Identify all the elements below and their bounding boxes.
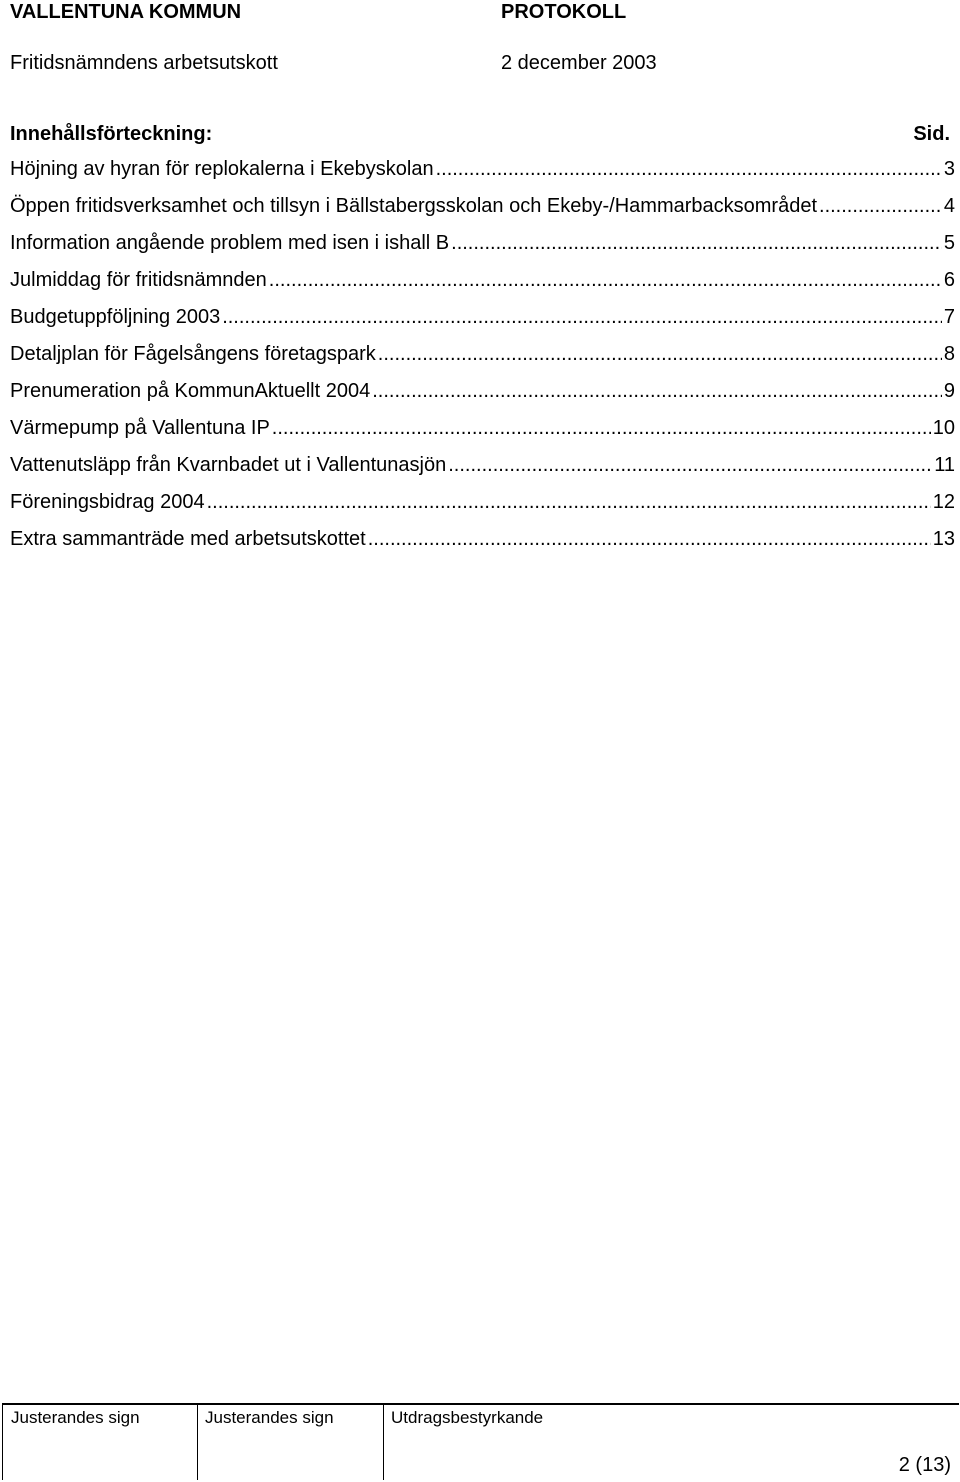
toc-entry[interactable] — [10, 342, 955, 379]
toc-entry-page: 12 — [932, 491, 955, 513]
toc-entry-page: 6 — [943, 269, 955, 291]
toc-entry-page: 7 — [943, 306, 955, 328]
document-type: PROTOKOLL — [501, 1, 627, 23]
toc-entry-page: 5 — [943, 232, 955, 254]
signature-box-2 — [197, 1405, 384, 1480]
toc-entry-title: Budgetuppföljning 2003 — [10, 306, 221, 328]
toc-entry[interactable] — [10, 231, 955, 268]
certification-box — [383, 1405, 959, 1480]
signature-footer — [2, 1403, 959, 1480]
signature-box-1 — [3, 1405, 198, 1480]
page-number: 2 (13) — [898, 1454, 951, 1476]
toc-dot-leader — [448, 453, 932, 477]
toc-entry-page: 11 — [934, 454, 955, 476]
toc-entry-title: Extra sammanträde med arbetsutskottet — [10, 528, 366, 550]
toc-dot-leader — [207, 490, 931, 514]
toc-dot-leader — [819, 194, 942, 218]
toc-entry-title: Information angående problem med isen i ishall B — [10, 232, 450, 254]
toc-entry[interactable] — [10, 416, 955, 453]
toc-page-column-heading: Sid. — [913, 123, 950, 145]
toc-entry[interactable] — [10, 268, 955, 305]
toc-entry-title: Höjning av hyran för replokalerna i Ekebyskolan — [10, 158, 434, 180]
toc-entry-title: Julmiddag för fritidsnämnden — [10, 269, 267, 291]
toc-entry-page: 3 — [943, 158, 955, 180]
toc-entry-title: Öppen fritidsverksamhet och tillsyn i Bällstabergsskolan och Ekeby-/Hammarbacksområdet — [10, 195, 818, 217]
table-of-contents — [10, 157, 955, 564]
toc-entry-title: Detaljplan för Fågelsångens företagspark — [10, 343, 376, 365]
toc-dot-leader — [451, 231, 942, 255]
toc-entry-title: Föreningsbidrag 2004 — [10, 491, 205, 513]
toc-dot-leader — [436, 157, 942, 181]
toc-entry[interactable] — [10, 527, 955, 564]
toc-entry[interactable] — [10, 305, 955, 342]
toc-entry[interactable] — [10, 379, 955, 416]
toc-entry-page: 10 — [932, 417, 955, 439]
toc-entry[interactable] — [10, 157, 955, 194]
toc-dot-leader — [378, 342, 942, 366]
toc-entry-title: Vattenutsläpp från Kvarnbadet ut i Vallentunasjön — [10, 454, 447, 476]
toc-entry-title: Värmepump på Vallentuna IP — [10, 417, 270, 439]
toc-entry-page: 9 — [943, 380, 955, 402]
toc-entry-page: 4 — [943, 195, 955, 217]
toc-entry[interactable] — [10, 490, 955, 527]
certification-label: Utdragsbestyrkande — [391, 1408, 544, 1427]
toc-entry-page: 13 — [932, 528, 955, 550]
toc-dot-leader — [368, 527, 931, 551]
toc-entry[interactable] — [10, 194, 955, 231]
toc-heading: Innehållsförteckning: — [10, 123, 213, 145]
toc-dot-leader — [269, 268, 942, 292]
toc-dot-leader — [372, 379, 942, 403]
toc-entry[interactable] — [10, 453, 955, 490]
toc-dot-leader — [222, 305, 942, 329]
signature-label-2: Justerandes sign — [205, 1408, 334, 1427]
committee-name: Fritidsnämndens arbetsutskott — [10, 52, 278, 74]
organization-name: VALLENTUNA KOMMUN — [10, 1, 242, 23]
toc-entry-title: Prenumeration på KommunAktuellt 2004 — [10, 380, 371, 402]
meeting-date: 2 december 2003 — [501, 52, 657, 74]
signature-label-1: Justerandes sign — [11, 1408, 140, 1427]
toc-entry-page: 8 — [943, 343, 955, 365]
toc-dot-leader — [272, 416, 931, 440]
